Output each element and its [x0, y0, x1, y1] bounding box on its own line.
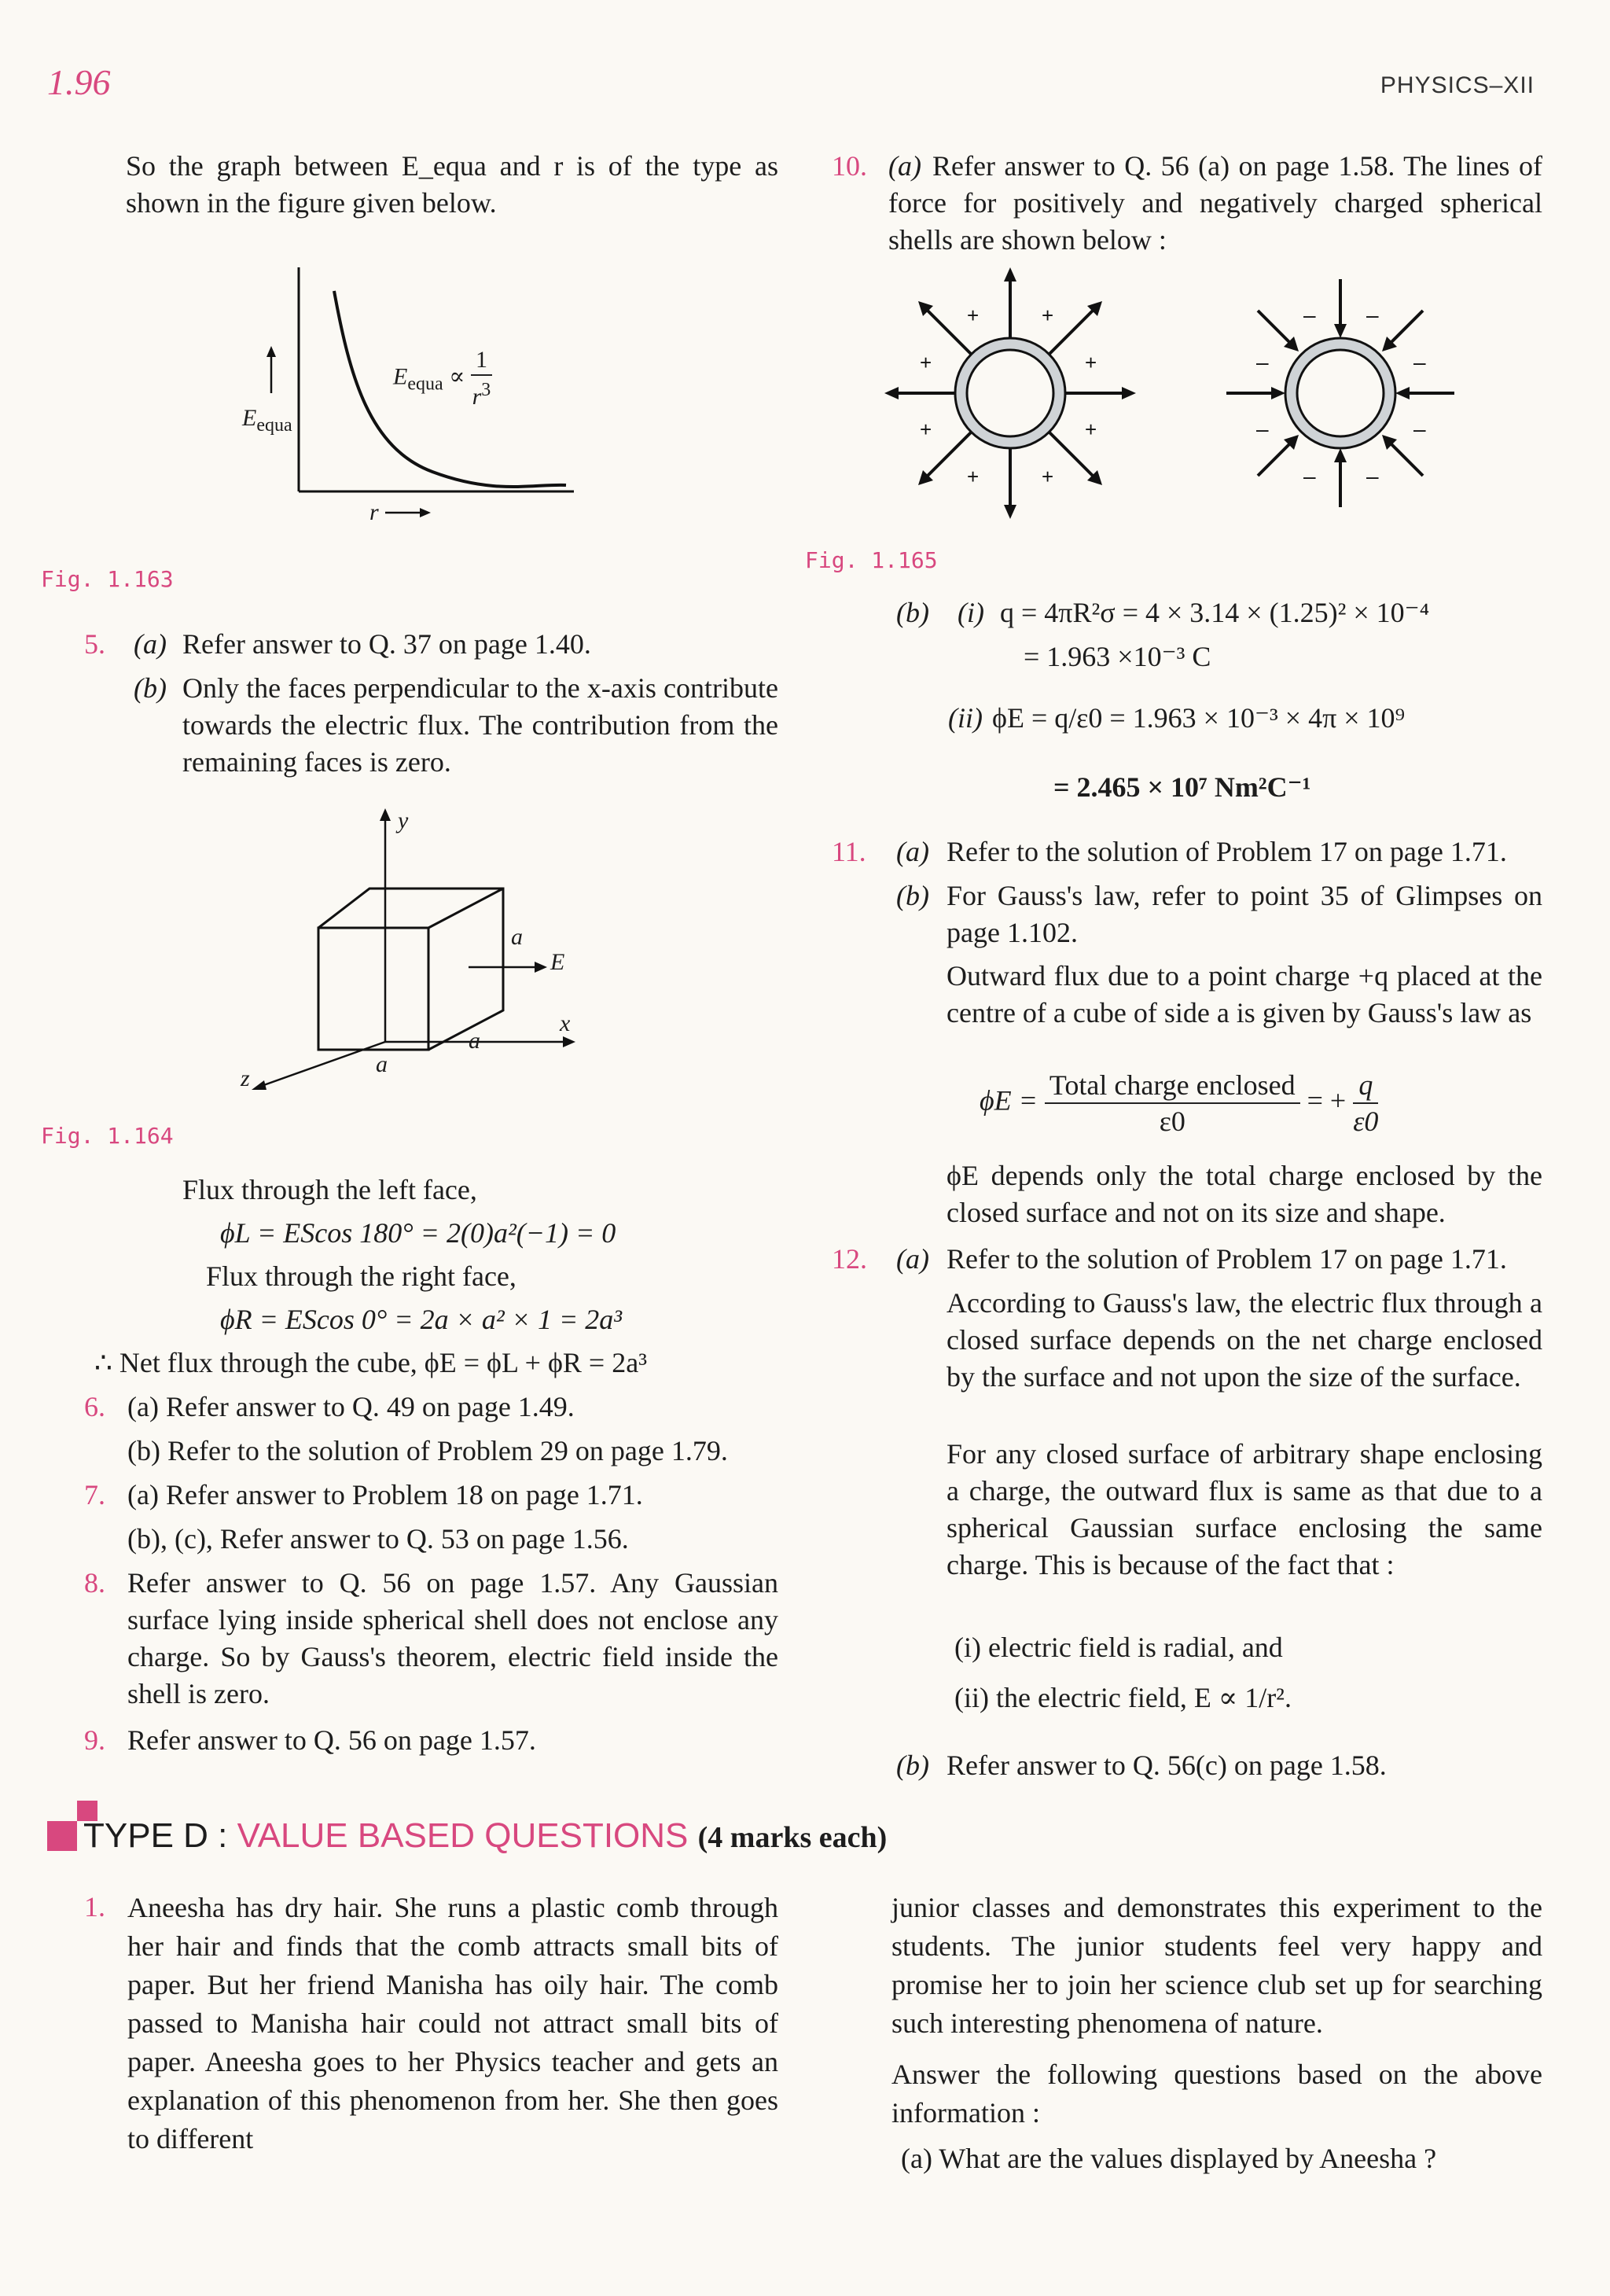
q5b-label: (b) [134, 672, 167, 704]
q10b-i-label: (i) [958, 597, 984, 628]
net-flux: ∴ Net flux through the cube, ϕE = ϕL + ϕR = 2a³ [94, 1347, 647, 1378]
vbq-number: 1. [84, 1891, 105, 1923]
vbq-answer-prompt: Answer the following questions based on the above information : [891, 2059, 1542, 2129]
q7-number: 7. [84, 1479, 105, 1510]
q10b-ii-result: = 2.465 × 10⁷ Nm²C⁻¹ [1053, 771, 1311, 803]
q12-p1: According to Gauss's law, the electric flux through a closed surface depends on the net charge enclosed by the surface and not upon the size of the surface. [947, 1287, 1542, 1393]
section-heading [83, 1816, 887, 1856]
q11-para: Outward flux due to a point charge +q placed at the centre of a cube of side a is given by Gauss's law as [947, 960, 1542, 1028]
svg-text:+: + [967, 304, 980, 327]
q11b-text: For Gauss's law, refer to point 35 of Glimpses on page 1.102. [947, 880, 1542, 948]
svg-text:–: – [1366, 303, 1379, 327]
cube-E-label: E [550, 949, 565, 975]
q11-number: 11. [832, 836, 866, 867]
fig-164-label: Fig. 1.164 [41, 1123, 174, 1149]
q10b-ii-eq: ϕE = q/ε0 = 1.963 × 10⁻³ × 4π × 10⁹ [992, 702, 1406, 734]
cube-x-label: x [560, 1010, 571, 1036]
q5b-text: Only the faces perpendicular to the x-axis contribute towards the electric flux. The contribution from the remaining faces is zero. [182, 672, 778, 778]
q6b-text: (b) Refer to the solution of Problem 29 on page 1.79. [127, 1435, 728, 1466]
q10b-i-eq: q = 4πR²σ = 4 × 3.14 × (1.25)² × 10⁻⁴ [1000, 597, 1430, 628]
q10a-text: Refer answer to Q. 56 (a) on page 1.58. The lines of force for positively and negatively charged spherical shells are shown below : [888, 150, 1542, 256]
section-marker [47, 1821, 77, 1851]
svg-text:–: – [1256, 350, 1269, 374]
svg-text:+: + [967, 465, 980, 488]
q12-i: (i) electric field is radial, and [954, 1632, 1283, 1663]
svg-text:–: – [1303, 303, 1316, 327]
cube-y-label: y [398, 808, 409, 833]
svg-text:–: – [1256, 417, 1269, 441]
q5-number: 5. [84, 628, 105, 660]
q12a-text: Refer to the solution of Problem 17 on page 1.71. [947, 1243, 1507, 1275]
graph-ylabel: $E_{equa}$ [242, 405, 292, 436]
book-title: PHYSICS–XII [1380, 72, 1535, 98]
flux-right-eq: ϕR = EScos 0° = 2a × a² × 1 = 2a³ [220, 1304, 623, 1335]
flux-left-eq: ϕL = EScos 180° = 2(0)a²(−1) = 0 [220, 1217, 616, 1249]
q10b-ii-label: (ii) [948, 702, 983, 734]
graph-xlabel: r [369, 499, 379, 525]
svg-text:+: + [1085, 351, 1097, 374]
graph-intro: So the graph between E_equa and r is of the type as shown in the figure given below. [126, 150, 778, 219]
q10a-label: (a) [888, 150, 921, 182]
q6a-text: (a) Refer answer to Q. 49 on page 1.49. [127, 1391, 575, 1422]
q10b-label: (b) [896, 597, 929, 628]
svg-text:+: + [1085, 418, 1097, 441]
page-number: 1.96 [47, 62, 111, 102]
svg-text:+: + [1042, 465, 1054, 488]
svg-text:–: – [1366, 464, 1379, 488]
q12a-label: (a) [896, 1243, 929, 1275]
q8-number: 8. [84, 1567, 105, 1599]
q11-equation: ϕE = $\frac{\text{Total charge enclosed}}{\varepsilon 0}$ = + $\frac{q}{\varepsilon 0}$ [980, 1069, 1379, 1137]
q10-number: 10. [832, 150, 867, 182]
q11a-text: Refer to the solution of Problem 17 on page 1.71. [947, 836, 1507, 867]
q7b-text: (b), (c), Refer answer to Q. 53 on page 1.56. [127, 1523, 629, 1555]
flux-right-label: Flux through the right face, [206, 1260, 516, 1292]
q7a-text: (a) Refer answer to Problem 18 on page 1.71. [127, 1479, 643, 1510]
cube-a-label: a [511, 924, 523, 950]
shells-figure [873, 259, 1486, 535]
q10b-i-result: = 1.963 ×10⁻³ C [1024, 641, 1211, 672]
q5a-label: (a) [134, 628, 167, 660]
svg-text:+: + [920, 418, 932, 441]
section-marks: (4 marks each) [697, 1821, 888, 1854]
fig-163-label: Fig. 1.163 [41, 566, 174, 592]
svg-text:–: – [1303, 464, 1316, 488]
svg-text:–: – [1413, 417, 1426, 441]
q12-number: 12. [832, 1243, 867, 1275]
svg-text:–: – [1413, 350, 1426, 374]
graph-relation: $E_{equa}$ ∝ $\frac{1}{r^3}$ [393, 347, 491, 410]
cube-figure [236, 802, 582, 1101]
q12-ii: (ii) the electric field, E ∝ 1/r². [954, 1682, 1292, 1713]
q9-number: 9. [84, 1724, 105, 1756]
q12-p2: For any closed surface of arbitrary shape enclosing a charge, the outward flux is same as that due to a spherical Gaussian surface enclosing the same charge. This is because of the fact that : [947, 1438, 1542, 1580]
q12b-label: (b) [896, 1750, 929, 1781]
fig-165-label: Fig. 1.165 [805, 547, 938, 573]
flux-left-label: Flux through the left face, [182, 1174, 477, 1205]
q11b-label: (b) [896, 880, 929, 911]
section-title: VALUE BASED QUESTIONS [237, 1816, 689, 1855]
cube-a-label: a [376, 1051, 388, 1077]
section-type: TYPE D : [83, 1816, 228, 1855]
q11a-label: (a) [896, 836, 929, 867]
q5a-text: Refer answer to Q. 37 on page 1.40. [182, 628, 591, 660]
q9-text: Refer answer to Q. 56 on page 1.57. [127, 1724, 536, 1756]
q11-note: ϕE depends only the total charge enclosed by the closed surface and not on its size and shape. [947, 1160, 1542, 1228]
cube-a-label: a [469, 1028, 480, 1054]
cube-z-label: z [241, 1065, 250, 1091]
vbq-question-a: (a) What are the values displayed by Aneesha ? [901, 2143, 1437, 2174]
q6-number: 6. [84, 1391, 105, 1422]
svg-text:+: + [1042, 304, 1054, 327]
vbq-left-text: Aneesha has dry hair. She runs a plastic comb through her hair and finds that the comb attracts small bits of paper. But her friend Manisha has oily hair. The comb passed to Manisha hair could not attract small bits of paper. Aneesha goes to her Physics teacher and gets an explanation of this phenomenon from her. She then goes to different [127, 1892, 778, 2154]
q8-text: Refer answer to Q. 56 on page 1.57. Any Gaussian surface lying inside spherical shell does not enclose any charge. So by Gauss's theorem, electric field inside the shell is zero. [127, 1567, 778, 1709]
vbq-right-text: junior classes and demonstrates this experiment to the students. The junior students feel very happy and promise her to join her science club set up for searching such interesting phenomena of nature. [891, 1892, 1542, 2039]
q12b-text: Refer answer to Q. 56(c) on page 1.58. [947, 1750, 1387, 1781]
svg-text:+: + [920, 351, 932, 374]
